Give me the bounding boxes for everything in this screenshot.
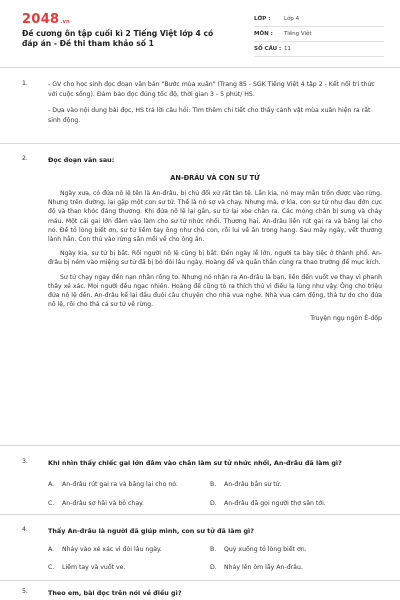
reading-heading: Đọc đoạn văn sau:	[48, 156, 115, 164]
divider	[0, 67, 400, 68]
story-title: AN-ĐRÂU VÀ CON SƯ TỬ	[170, 174, 260, 182]
option-letter: D.	[210, 500, 217, 507]
option-letter: B.	[210, 546, 217, 553]
logo-number: 2048	[22, 12, 60, 27]
option-letter: A.	[48, 481, 55, 488]
story-paragraph: Ngày xưa, có đứa nô lệ tên là An-đrâu, bị chủ đối xử rất tàn tệ. Lần kia, nó may mắn trốn được vào rừng. Nhưng trên đường, lại gặp một con sư tử. Thế là nó sợ và chạy. Nhưng mà, ơ kìa, con sư tử như đau đớn cực độ và than khóc đáng thương. Khi đứa nô lệ lại gần, sư tử lại xòe chân ra. Các móng chân bị sưng và chảy máu. Một cái gai lớn đâm vào làm cho sư tử nhức nhối. Thương hại, An-đrâu liền rút gai ra và băng lại cho nó. Để tỏ lòng biết ơn, sư tử liếm tay ông như chó con, rồi lui về ấn trong hang. Sau mấy ngày, vết thương lành hẳn. Con thú vào rừng săn mồi về cho ông ăn.	[48, 190, 382, 244]
meta-key: LỚP :	[254, 16, 271, 22]
meta-value: Tiếng Việt	[284, 31, 312, 37]
option-text: Nhảy lên ôm lấy An-đrâu.	[224, 564, 303, 571]
meta-row-subject	[254, 27, 384, 42]
site-logo[interactable]	[22, 12, 70, 27]
question-number: 5.	[22, 588, 28, 595]
option-text: An-đrâu rút gai ra và băng lại cho nó.	[62, 481, 178, 488]
story-paragraph: Sư tử chạy ngay đến nạn nhân rống to. Nhưng nó nhận ra An-đrâu là bạn, liền đến vuốt ve thay vì phanh thây xé xác. Mọi người đều ngạc nhiên. Hoàng đế cũng tò ra thích thú vì điều lạ lùng như vậy. Ông cho triệu đứa nô lệ đến. An-đrâu kể lại đầu đuôi câu chuyện cho nhà vua nghe. Nhà vua cảm động, thả tự do cho đứa nô lệ, rồi cho thả cả sư tử về rừng.	[48, 273, 382, 309]
story-paragraph: Ngày kia, sư tử bị bắt. Rồi người nô lệ cũng bị bắt. Đến ngày lễ lớn, người ta bày tiệc ở thành phố. An-đrâu bị ném vào miệng sư tử đã bị bỏ đói lâu ngày. Hoàng đế và quần thần cùng ra thao trường để mục kích.	[48, 250, 382, 267]
logo-tld: .vn	[60, 19, 71, 25]
divider	[0, 143, 400, 144]
section-3	[22, 458, 382, 510]
divider	[0, 514, 400, 515]
option-text: Quỳ xuống tỏ lòng biết ơn.	[224, 546, 307, 553]
option-text: An-đrâu bắn sư tử.	[224, 481, 282, 488]
section-5	[22, 588, 382, 600]
meta-key: MÔN :	[254, 31, 273, 37]
section-number: 1.	[22, 80, 28, 87]
divider	[0, 445, 400, 446]
page-header	[0, 0, 400, 62]
option-text: Nhảy vào xé xác vì đói lâu ngày.	[62, 546, 162, 553]
option-text: Liếm tay và vuốt ve.	[62, 564, 126, 571]
option-text: An-đrâu sợ hãi và bỏ chạy.	[62, 500, 144, 507]
question-text: Theo em, bài đọc trên nói về điều gì?	[48, 589, 182, 597]
section-4	[22, 526, 382, 576]
option-text: An-đrâu đã gọi người thợ săn tới.	[224, 500, 326, 507]
meta-value: Lớp 4	[284, 16, 300, 22]
question-number: 3.	[22, 458, 28, 465]
section-1	[22, 80, 382, 140]
story-source: Truyện ngụ ngôn Ê-dốp	[310, 315, 382, 323]
meta-key: SỐ CÂU :	[254, 46, 282, 52]
document-meta	[254, 12, 384, 57]
meta-row-grade	[254, 12, 384, 27]
option-letter: C.	[48, 564, 55, 571]
option-letter: C.	[48, 500, 55, 507]
meta-row-count	[254, 42, 384, 57]
instruction-question: - Dựa vào nội dung bài đọc, HS trả lời câu hỏi: Tìm thêm chi tiết cho thấy cảnh vật mùa xuân hiện ra rất sinh động.	[48, 107, 371, 124]
divider	[0, 580, 400, 581]
option-letter: D.	[210, 564, 217, 571]
section-number: 2.	[22, 155, 28, 162]
question-text: Khi nhìn thấy chiếc gai lớn đâm vào chân làm sư tử nhức nhối, An-đrâu đã làm gì?	[48, 459, 342, 467]
option-letter: A.	[48, 546, 55, 553]
option-letter: B.	[210, 481, 217, 488]
question-number: 4.	[22, 526, 28, 533]
section-2	[22, 155, 382, 440]
instruction-reading: - GV cho học sinh đọc đoạn văn bản "Bước mùa xuân" (Trang 85 - SGK Tiếng Việt 4 tập 2 - Kết nối tri thức với cuộc sống). Đảm bảo đọc đúng tốc độ, thời gian 3 - 5 phút/ HS.	[48, 81, 375, 98]
document-title: Đề cương ôn tập cuối kì 2 Tiếng Việt lớp 4 có đáp án - Đề thi tham khảo số 1	[22, 29, 214, 48]
question-text: Thấy An-đrâu là người đã giúp mình, con sư tử đã làm gì?	[48, 527, 254, 535]
meta-value: 11	[284, 46, 291, 52]
